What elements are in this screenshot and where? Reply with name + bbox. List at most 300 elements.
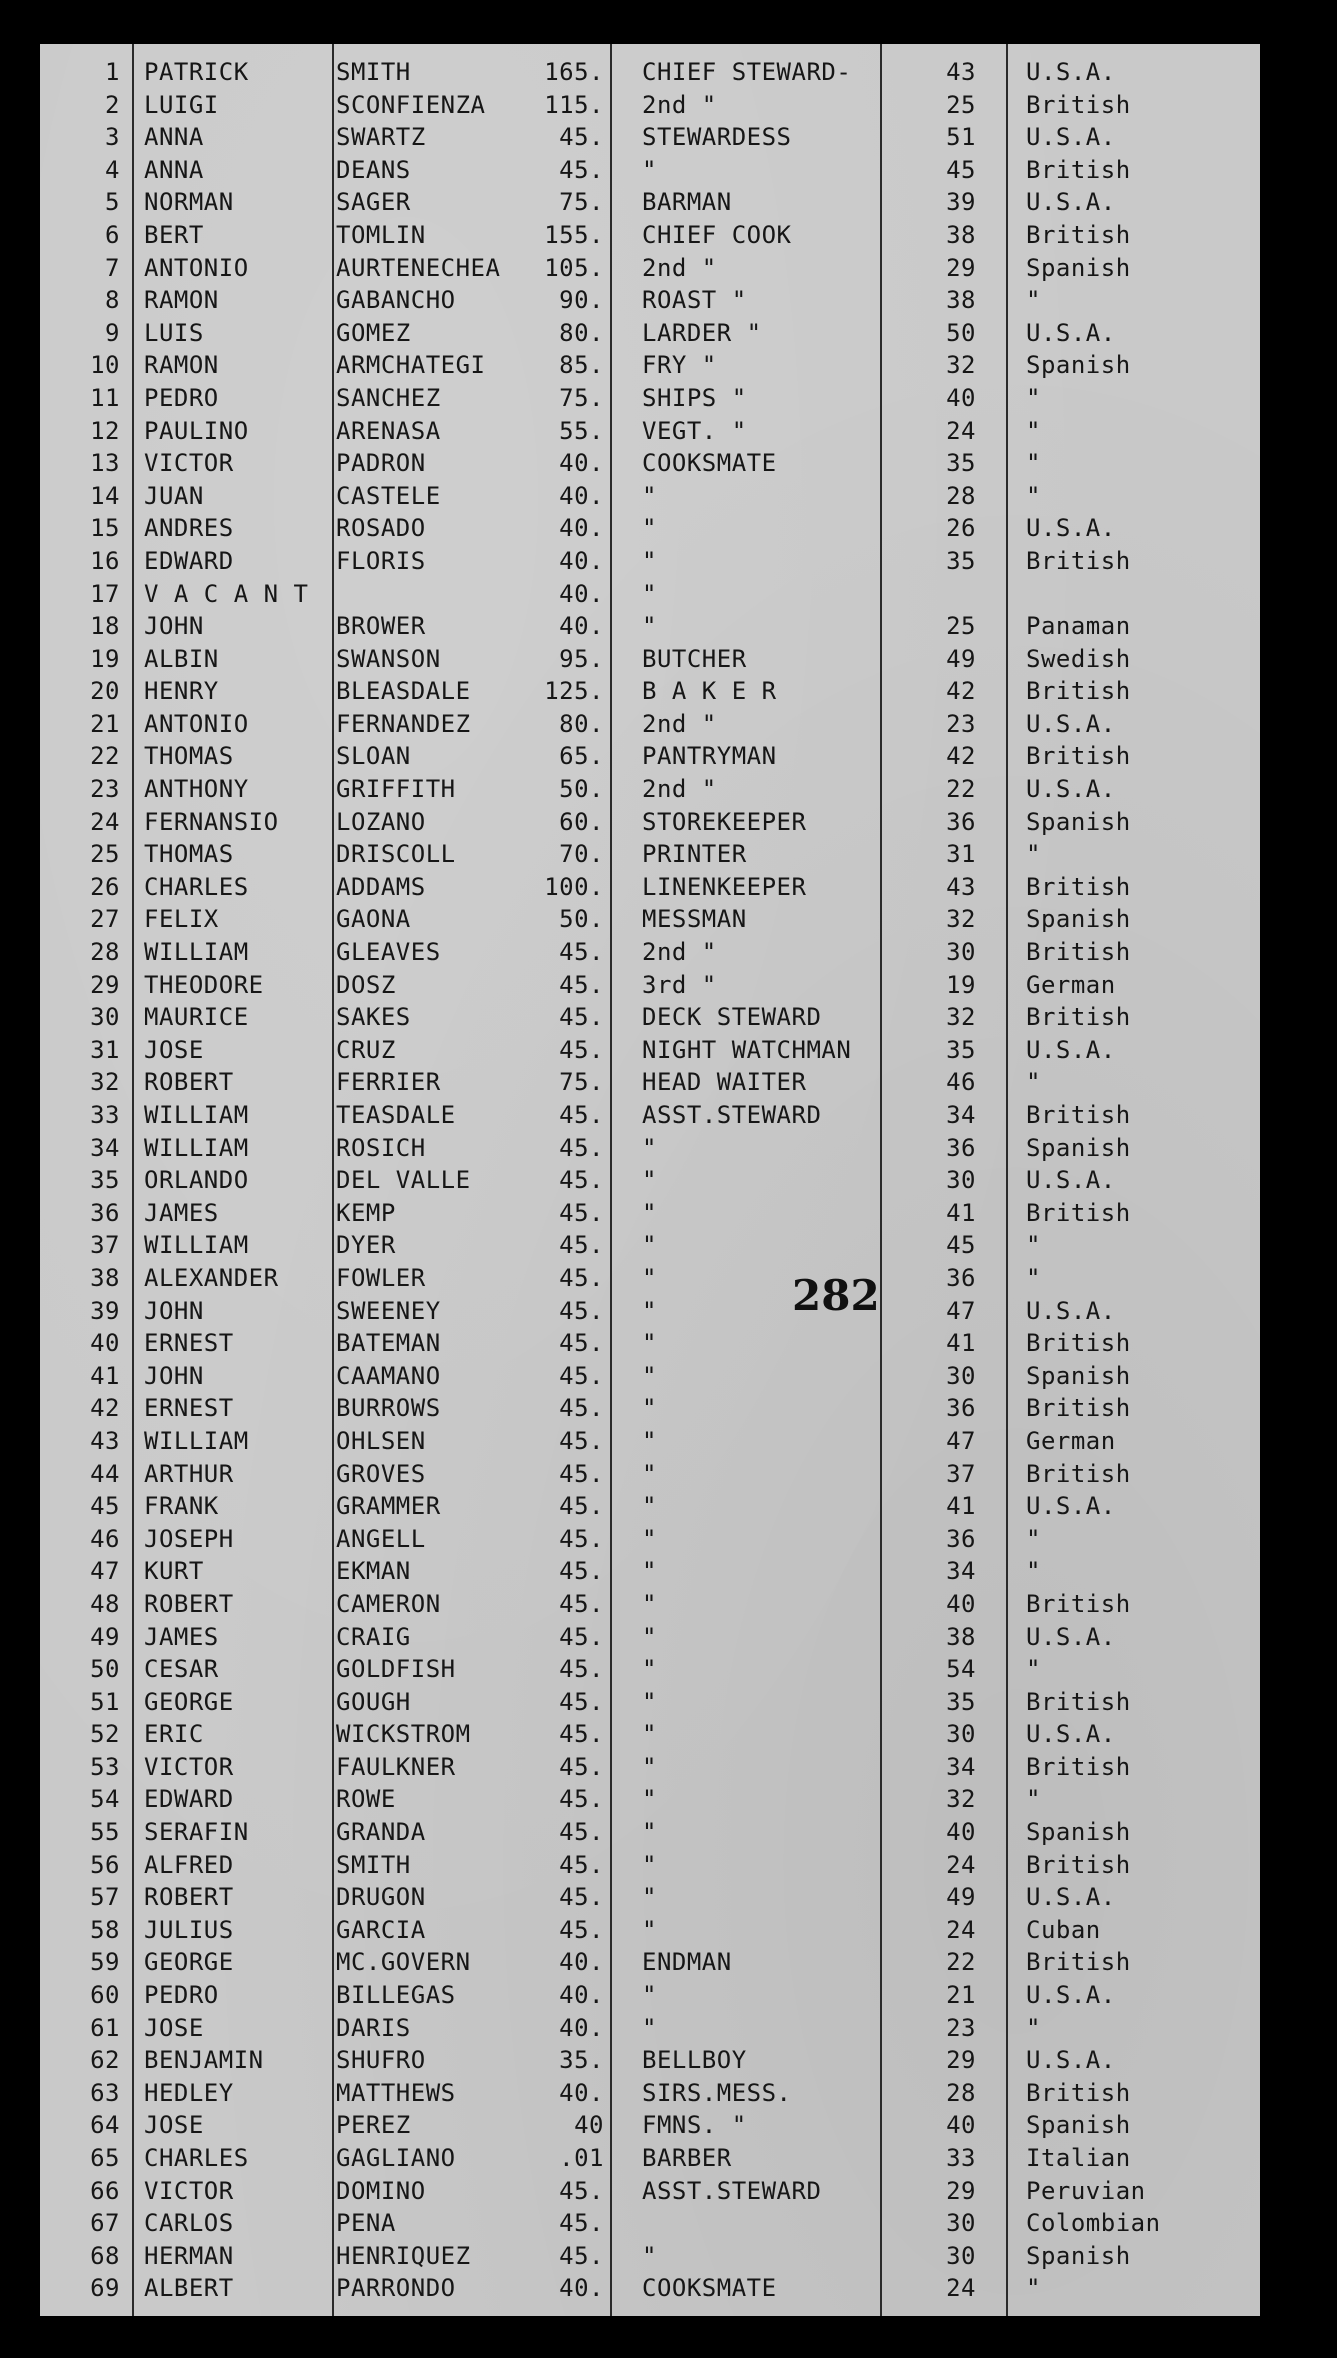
rank: " <box>642 1752 657 1781</box>
wage: 40. <box>559 2078 604 2107</box>
wage: 45. <box>559 1329 604 1358</box>
first-name: WILLIAM <box>144 1133 249 1162</box>
table-row <box>40 871 1260 904</box>
last-name: GOLDFISH <box>336 1655 456 1684</box>
row-number: 63 <box>90 2078 120 2107</box>
first-name: ORLANDO <box>144 1166 249 1195</box>
first-name: JOHN <box>144 1361 204 1390</box>
row-number: 20 <box>90 677 120 706</box>
last-name: DRISCOLL <box>336 840 456 869</box>
row-number: 60 <box>90 1981 120 2010</box>
wage: 75. <box>559 1068 604 1097</box>
table-row <box>40 1066 1260 1099</box>
table-row <box>40 675 1260 708</box>
first-name: HENRY <box>144 677 219 706</box>
row-number: 45 <box>90 1492 120 1521</box>
page-number: 282 <box>792 1271 880 1320</box>
row-number: 32 <box>90 1068 120 1097</box>
row-number: 31 <box>90 1035 120 1064</box>
nationality: U.S.A. <box>1026 1035 1116 1064</box>
nationality: British <box>1026 938 1131 967</box>
first-name: EDWARD <box>144 546 234 575</box>
age: 32 <box>946 1003 976 1032</box>
last-name: SANCHEZ <box>336 383 441 412</box>
last-name: WICKSTROM <box>336 1720 471 1749</box>
row-number: 13 <box>90 449 120 478</box>
wage: 45. <box>559 1915 604 1944</box>
first-name: EDWARD <box>144 1785 234 1814</box>
row-number: 49 <box>90 1622 120 1651</box>
first-name: ALBIN <box>144 644 219 673</box>
nationality: Spanish <box>1026 1133 1131 1162</box>
wage: 50. <box>559 775 604 804</box>
nationality: U.S.A. <box>1026 2046 1116 2075</box>
last-name: DARIS <box>336 2013 411 2042</box>
row-number: 61 <box>90 2013 120 2042</box>
table-row <box>40 382 1260 415</box>
age: 24 <box>946 1850 976 1879</box>
age: 41 <box>946 1492 976 1521</box>
first-name: JOHN <box>144 612 204 641</box>
first-name: VICTOR <box>144 1752 234 1781</box>
rank: " <box>642 1915 657 1944</box>
nationality: Peruvian <box>1026 2176 1146 2205</box>
wage: 45. <box>559 1459 604 1488</box>
wage: 45. <box>559 155 604 184</box>
wage: 165. <box>544 58 604 86</box>
age: 23 <box>946 2013 976 2042</box>
table-row <box>40 838 1260 871</box>
age: 38 <box>946 286 976 315</box>
wage: 115. <box>544 90 604 119</box>
age: 40 <box>946 383 976 412</box>
wage: 125. <box>544 677 604 706</box>
last-name: SAGER <box>336 188 411 217</box>
table-row <box>40 512 1260 545</box>
rank: FRY " <box>642 351 717 380</box>
rank: COOKSMATE <box>642 2274 777 2303</box>
last-name: LOZANO <box>336 807 426 836</box>
table-row <box>40 1555 1260 1588</box>
table-row <box>40 1392 1260 1425</box>
last-name: BLEASDALE <box>336 677 471 706</box>
last-name: GABANCHO <box>336 286 456 315</box>
wage: 45. <box>559 1361 604 1390</box>
wage: 45. <box>559 1752 604 1781</box>
rank: 2nd " <box>642 938 717 967</box>
table-row <box>40 1751 1260 1784</box>
row-number: 40 <box>90 1329 120 1358</box>
last-name: CAMERON <box>336 1589 441 1618</box>
table-row <box>40 2077 1260 2110</box>
last-name: SWANSON <box>336 644 441 673</box>
wage: 40. <box>559 449 604 478</box>
row-number: 55 <box>90 1818 120 1847</box>
first-name: SERAFIN <box>144 1818 249 1847</box>
row-number: 54 <box>90 1785 120 1814</box>
nationality: British <box>1026 742 1131 771</box>
age: 23 <box>946 709 976 738</box>
row-number: 34 <box>90 1133 120 1162</box>
table-row <box>40 610 1260 643</box>
nationality: " <box>1026 481 1041 510</box>
rank: " <box>642 1655 657 1684</box>
rank: " <box>642 1231 657 1260</box>
rank: " <box>642 1361 657 1390</box>
last-name: GLEAVES <box>336 938 441 967</box>
nationality: U.S.A. <box>1026 123 1116 152</box>
rank: " <box>642 1883 657 1912</box>
age: 46 <box>946 1068 976 1097</box>
last-name: CAAMANO <box>336 1361 441 1390</box>
first-name: GEORGE <box>144 1687 234 1716</box>
nationality: U.S.A. <box>1026 1296 1116 1325</box>
first-name: JOSE <box>144 2013 204 2042</box>
age: 38 <box>946 1622 976 1651</box>
row-number: 65 <box>90 2144 120 2172</box>
wage: .01 <box>559 2144 604 2172</box>
nationality: British <box>1026 1394 1131 1423</box>
first-name: WILLIAM <box>144 938 249 967</box>
nationality: " <box>1026 1068 1041 1097</box>
table-row <box>40 1327 1260 1360</box>
row-number: 62 <box>90 2046 120 2075</box>
table-row <box>40 186 1260 219</box>
rank: " <box>642 1492 657 1521</box>
rank: B A K E R <box>642 677 777 706</box>
table-row <box>40 1881 1260 1914</box>
nationality: Spanish <box>1026 807 1131 836</box>
table-row <box>40 1588 1260 1621</box>
table-row <box>40 1523 1260 1556</box>
last-name: SMITH <box>336 58 411 86</box>
table-row <box>40 1946 1260 1979</box>
first-name: PAULINO <box>144 416 249 445</box>
row-number: 69 <box>90 2274 120 2303</box>
wage: 45. <box>559 1263 604 1292</box>
table-row <box>40 1197 1260 1230</box>
nationality: " <box>1026 286 1041 315</box>
rank: 2nd " <box>642 709 717 738</box>
last-name: GRIFFITH <box>336 775 456 804</box>
wage: 45. <box>559 1687 604 1716</box>
wage: 45. <box>559 1883 604 1912</box>
rank: " <box>642 1394 657 1423</box>
row-number: 50 <box>90 1655 120 1684</box>
nationality: British <box>1026 1589 1131 1618</box>
first-name: ALFRED <box>144 1850 234 1879</box>
first-name: JOSE <box>144 2111 204 2140</box>
nationality: Cuban <box>1026 1915 1101 1944</box>
rank: ENDMAN <box>642 1948 732 1977</box>
first-name: FELIX <box>144 905 219 934</box>
table-row <box>40 1034 1260 1067</box>
first-name: CHARLES <box>144 872 249 901</box>
table-row <box>40 1458 1260 1491</box>
first-name: ALEXANDER <box>144 1263 279 1292</box>
nationality: Spanish <box>1026 351 1131 380</box>
table-row <box>40 1490 1260 1523</box>
nationality: " <box>1026 1263 1041 1292</box>
nationality: " <box>1026 840 1041 869</box>
first-name: KURT <box>144 1557 204 1586</box>
first-name: ARTHUR <box>144 1459 234 1488</box>
rank: " <box>642 1263 657 1292</box>
wage: 90. <box>559 286 604 315</box>
first-name: ANTONIO <box>144 253 249 282</box>
last-name: GROVES <box>336 1459 426 1488</box>
row-number: 44 <box>90 1459 120 1488</box>
age: 24 <box>946 1915 976 1944</box>
nationality: Spanish <box>1026 2111 1131 2140</box>
age: 34 <box>946 1101 976 1129</box>
age: 36 <box>946 1524 976 1553</box>
first-name: ANTHONY <box>144 775 249 804</box>
age: 30 <box>946 1166 976 1195</box>
wage: 40. <box>559 2274 604 2303</box>
rank: COOKSMATE <box>642 449 777 478</box>
rank: STOREKEEPER <box>642 807 807 836</box>
table-row <box>40 1653 1260 1686</box>
first-name: ANNA <box>144 155 204 184</box>
last-name: ROSICH <box>336 1133 426 1162</box>
nationality: British <box>1026 677 1131 706</box>
rank: 3rd " <box>642 970 717 999</box>
wage: 45. <box>559 123 604 152</box>
table-row <box>40 2109 1260 2142</box>
rank: " <box>642 1296 657 1325</box>
age: 30 <box>946 1720 976 1749</box>
nationality: Colombian <box>1026 2209 1161 2238</box>
first-name: THEODORE <box>144 970 264 999</box>
last-name: OHLSEN <box>336 1426 426 1455</box>
wage: 100. <box>544 872 604 901</box>
nationality: German <box>1026 970 1116 999</box>
age: 38 <box>946 220 976 249</box>
row-number: 21 <box>90 709 120 738</box>
table-row <box>40 1229 1260 1262</box>
row-number: 2 <box>105 90 120 119</box>
first-name: JOSEPH <box>144 1524 234 1553</box>
nationality: Panaman <box>1026 612 1131 641</box>
first-name: WILLIAM <box>144 1231 249 1260</box>
first-name: ERNEST <box>144 1329 234 1358</box>
age: 29 <box>946 253 976 282</box>
row-number: 43 <box>90 1426 120 1455</box>
last-name: SAKES <box>336 1003 411 1032</box>
row-number: 51 <box>90 1687 120 1716</box>
table-row <box>40 1979 1260 2012</box>
table-row <box>40 415 1260 448</box>
table-row <box>40 903 1260 936</box>
table-row <box>40 545 1260 578</box>
first-name: JUAN <box>144 481 204 510</box>
wage: 40. <box>559 2013 604 2042</box>
nationality: U.S.A. <box>1026 514 1116 543</box>
table-row <box>40 2044 1260 2077</box>
age: 49 <box>946 644 976 673</box>
wage: 45. <box>559 2241 604 2270</box>
row-number: 7 <box>105 253 120 282</box>
wage: 45. <box>559 1557 604 1586</box>
last-name: ROSADO <box>336 514 426 543</box>
first-name: PATRICK <box>144 58 249 86</box>
last-name: ADDAMS <box>336 872 426 901</box>
last-name: SCONFIENZA <box>336 90 486 119</box>
rank: BARBER <box>642 2144 732 2172</box>
rank: " <box>642 2241 657 2270</box>
nationality: British <box>1026 872 1131 901</box>
first-name: ANTONIO <box>144 709 249 738</box>
age: 30 <box>946 938 976 967</box>
crew-list-page <box>40 44 1260 2316</box>
row-number: 29 <box>90 970 120 999</box>
nationality: U.S.A. <box>1026 318 1116 347</box>
rank: " <box>642 612 657 641</box>
wage: 105. <box>544 253 604 282</box>
nationality: British <box>1026 1948 1131 1977</box>
age: 25 <box>946 90 976 119</box>
rank: " <box>642 1426 657 1455</box>
wage: 40 <box>574 2111 604 2140</box>
row-number: 26 <box>90 872 120 901</box>
last-name: FERRIER <box>336 1068 441 1097</box>
rank: MESSMAN <box>642 905 747 934</box>
table-row <box>40 219 1260 252</box>
age: 45 <box>946 1231 976 1260</box>
last-name: CRUZ <box>336 1035 396 1064</box>
row-number: 17 <box>90 579 120 608</box>
rank: SHIPS " <box>642 383 747 412</box>
rank: 2nd " <box>642 253 717 282</box>
first-name: JAMES <box>144 1198 219 1227</box>
first-name: FERNANSIO <box>144 807 279 836</box>
first-name: RAMON <box>144 351 219 380</box>
table-row <box>40 708 1260 741</box>
first-name: V A C A N T <box>144 579 309 608</box>
age: 26 <box>946 514 976 543</box>
wage: 45. <box>559 1101 604 1129</box>
rank: ROAST " <box>642 286 747 315</box>
table-row <box>40 1360 1260 1393</box>
first-name: WILLIAM <box>144 1101 249 1129</box>
rank: DECK STEWARD <box>642 1003 822 1032</box>
table-row <box>40 1262 1260 1295</box>
table-row <box>40 2175 1260 2208</box>
age: 31 <box>946 840 976 869</box>
rank: " <box>642 481 657 510</box>
first-name: ERNEST <box>144 1394 234 1423</box>
table-row <box>40 1718 1260 1751</box>
nationality: U.S.A. <box>1026 775 1116 804</box>
nationality: Swedish <box>1026 644 1131 673</box>
age: 21 <box>946 1981 976 2010</box>
first-name: PEDRO <box>144 1981 219 2010</box>
table-row <box>40 480 1260 513</box>
table-row <box>40 2012 1260 2045</box>
first-name: CHARLES <box>144 2144 249 2172</box>
table-row <box>40 1621 1260 1654</box>
age: 32 <box>946 1785 976 1814</box>
rank: FMNS. " <box>642 2111 747 2140</box>
wage: 60. <box>559 807 604 836</box>
nationality: British <box>1026 1850 1131 1879</box>
rank: BARMAN <box>642 188 732 217</box>
age: 32 <box>946 905 976 934</box>
row-number: 47 <box>90 1557 120 1586</box>
last-name: DOMINO <box>336 2176 426 2205</box>
last-name: GARCIA <box>336 1915 426 1944</box>
age: 54 <box>946 1655 976 1684</box>
first-name: LUIGI <box>144 90 219 119</box>
rank: " <box>642 1589 657 1618</box>
first-name: CARLOS <box>144 2209 234 2238</box>
table-row <box>40 2207 1260 2240</box>
first-name: FRANK <box>144 1492 219 1521</box>
age: 47 <box>946 1296 976 1325</box>
wage: 45. <box>559 938 604 967</box>
age: 22 <box>946 1948 976 1977</box>
first-name: THOMAS <box>144 742 234 771</box>
rank: " <box>642 1818 657 1847</box>
wage: 45. <box>559 1133 604 1162</box>
row-number: 59 <box>90 1948 120 1977</box>
row-number: 1 <box>105 58 120 86</box>
age: 41 <box>946 1198 976 1227</box>
nationality: British <box>1026 1687 1131 1716</box>
first-name: THOMAS <box>144 840 234 869</box>
nationality: " <box>1026 1524 1041 1553</box>
nationality: U.S.A. <box>1026 1622 1116 1651</box>
table-row <box>40 1686 1260 1719</box>
row-number: 39 <box>90 1296 120 1325</box>
age: 30 <box>946 1361 976 1390</box>
rank: " <box>642 2013 657 2042</box>
wage: 40. <box>559 612 604 641</box>
last-name: SHUFRO <box>336 2046 426 2075</box>
nationality: Spanish <box>1026 253 1131 282</box>
last-name: ROWE <box>336 1785 396 1814</box>
row-number: 9 <box>105 318 120 347</box>
age: 22 <box>946 775 976 804</box>
nationality: British <box>1026 1752 1131 1781</box>
nationality: U.S.A. <box>1026 1492 1116 1521</box>
last-name: SMITH <box>336 1850 411 1879</box>
last-name: PARRONDO <box>336 2274 456 2303</box>
age: 32 <box>946 351 976 380</box>
row-number: 27 <box>90 905 120 934</box>
age: 36 <box>946 1263 976 1292</box>
rank: LARDER " <box>642 318 762 347</box>
first-name: CESAR <box>144 1655 219 1684</box>
first-name: RAMON <box>144 286 219 315</box>
age: 24 <box>946 2274 976 2303</box>
nationality: " <box>1026 1231 1041 1260</box>
wage: 50. <box>559 905 604 934</box>
crew-table <box>40 56 1260 2305</box>
table-row <box>40 1816 1260 1849</box>
last-name: DRUGON <box>336 1883 426 1912</box>
row-number: 64 <box>90 2111 120 2140</box>
last-name: CRAIG <box>336 1622 411 1651</box>
wage: 45. <box>559 1850 604 1879</box>
table-row <box>40 1164 1260 1197</box>
table-row <box>40 643 1260 676</box>
table-row <box>40 1783 1260 1816</box>
age: 30 <box>946 2241 976 2270</box>
last-name: FLORIS <box>336 546 426 575</box>
age: 35 <box>946 449 976 478</box>
